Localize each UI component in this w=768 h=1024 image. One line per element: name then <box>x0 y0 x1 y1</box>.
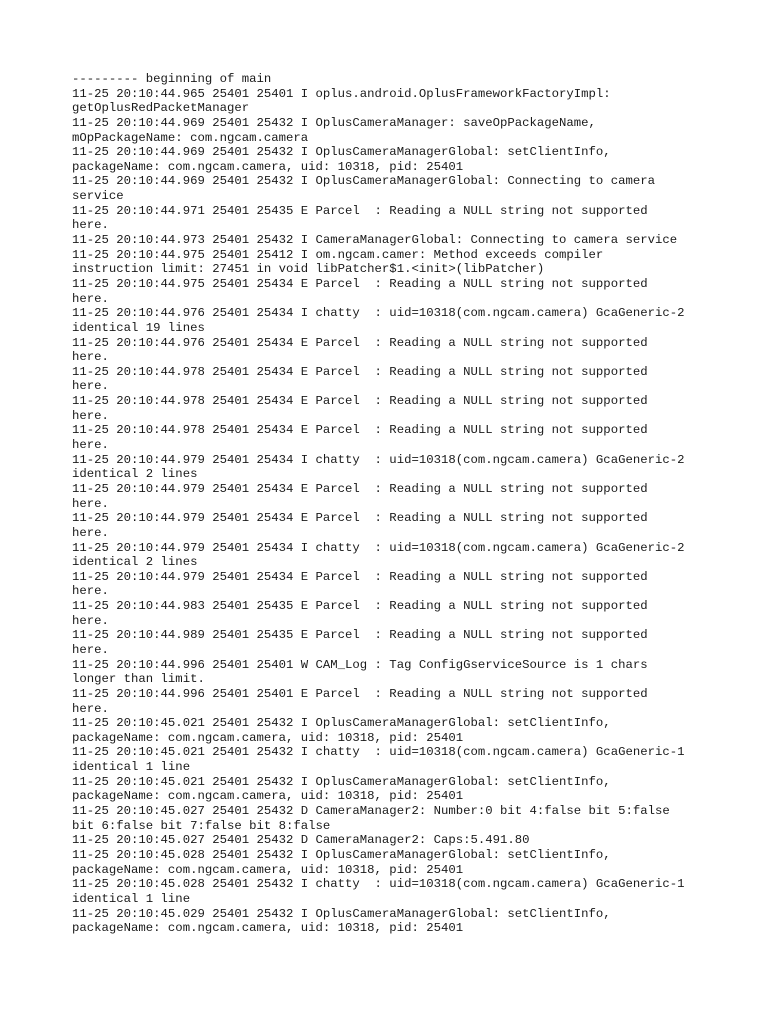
log-line: 11-25 20:10:44.996 25401 25401 E Parcel : Reading a NULL string not supported <box>72 686 648 701</box>
log-line: here. <box>72 496 109 511</box>
log-line: 11-25 20:10:45.028 25401 25432 I chatty : uid=10318(com.ngcam.camera) GcaGeneric-1 <box>72 877 685 892</box>
log-line: here. <box>72 642 109 657</box>
log-line: 11-25 20:10:44.978 25401 25434 E Parcel : Reading a NULL string not supported <box>72 423 648 438</box>
log-line: identical 19 lines <box>72 320 205 335</box>
log-line: 11-25 20:10:44.979 25401 25434 E Parcel : Reading a NULL string not supported <box>72 511 648 526</box>
log-line: packageName: com.ngcam.camera, uid: 10318, pid: 25401 <box>72 730 464 745</box>
log-line: 11-25 20:10:44.973 25401 25432 I CameraManagerGlobal: Connecting to camera service <box>72 233 678 248</box>
log-line: packageName: com.ngcam.camera, uid: 10318, pid: 25401 <box>72 862 464 877</box>
log-line: 11-25 20:10:44.979 25401 25434 I chatty : uid=10318(com.ngcam.camera) GcaGeneric-2 <box>72 452 685 467</box>
log-line: --------- beginning of main <box>72 72 272 86</box>
log-line: here. <box>72 701 109 716</box>
log-line: 11-25 20:10:44.976 25401 25434 I chatty : uid=10318(com.ngcam.camera) GcaGeneric-2 <box>72 306 685 321</box>
log-line: packageName: com.ngcam.camera, uid: 10318, pid: 25401 <box>72 159 464 174</box>
log-line: getOplusRedPacketManager <box>72 101 250 116</box>
log-line: 11-25 20:10:44.996 25401 25401 W CAM_Log : Tag ConfigGserviceSource is 1 chars <box>72 657 648 672</box>
log-line: here. <box>72 525 109 540</box>
log-line: 11-25 20:10:45.027 25401 25432 D CameraManager2: Caps:5.491.80 <box>72 833 530 848</box>
log-line: 11-25 20:10:44.979 25401 25434 I chatty : uid=10318(com.ngcam.camera) GcaGeneric-2 <box>72 540 685 555</box>
log-line: 11-25 20:10:44.975 25401 25434 E Parcel : Reading a NULL string not supported <box>72 276 648 291</box>
log-line: 11-25 20:10:45.021 25401 25432 I OplusCameraManagerGlobal: setClientInfo, <box>72 774 611 789</box>
log-line: 11-25 20:10:44.989 25401 25435 E Parcel : Reading a NULL string not supported <box>72 628 648 643</box>
log-line: 11-25 20:10:44.978 25401 25434 E Parcel : Reading a NULL string not supported <box>72 394 648 409</box>
log-line: identical 1 line <box>72 891 191 906</box>
log-line <box>72 936 722 951</box>
log-line: 11-25 20:10:45.021 25401 25432 I OplusCameraManagerGlobal: setClientInfo, <box>72 716 611 731</box>
log-line: 11-25 20:10:44.975 25401 25412 I om.ngcam.camer: Method exceeds compiler <box>72 247 604 262</box>
log-line: 11-25 20:10:44.979 25401 25434 E Parcel : Reading a NULL string not supported <box>72 569 648 584</box>
log-line: 11-25 20:10:45.021 25401 25432 I chatty : uid=10318(com.ngcam.camera) GcaGeneric-1 <box>72 745 685 760</box>
log-line: 11-25 20:10:45.027 25401 25432 D CameraManager2: Number:0 bit 4:false bit 5:false <box>72 804 670 819</box>
log-line: longer than limit. <box>72 672 205 687</box>
log-line: 11-25 20:10:44.969 25401 25432 I OplusCameraManagerGlobal: setClientInfo, <box>72 145 611 160</box>
log-line: 11-25 20:10:44.969 25401 25432 I OplusCameraManager: saveOpPackageName, <box>72 115 596 130</box>
log-line: 11-25 20:10:44.983 25401 25435 E Parcel : Reading a NULL string not supported <box>72 599 648 614</box>
log-line: 11-25 20:10:45.028 25401 25432 I OplusCameraManagerGlobal: setClientInfo, <box>72 847 611 862</box>
log-line: here. <box>72 438 109 453</box>
log-line: 11-25 20:10:44.971 25401 25435 E Parcel : Reading a NULL string not supported <box>72 203 648 218</box>
log-line: instruction limit: 27451 in void libPatcher$1.<init>(libPatcher) <box>72 262 545 277</box>
log-line: here. <box>72 379 109 394</box>
log-line: identical 1 line <box>72 760 191 775</box>
log-line: 11-25 20:10:44.976 25401 25434 E Parcel : Reading a NULL string not supported <box>72 335 648 350</box>
log-line: here. <box>72 218 109 233</box>
log-line: here. <box>72 350 109 365</box>
log-line: packageName: com.ngcam.camera, uid: 10318, pid: 25401 <box>72 921 464 936</box>
log-line: 11-25 20:10:44.978 25401 25434 E Parcel : Reading a NULL string not supported <box>72 364 648 379</box>
log-line: here. <box>72 584 109 599</box>
log-line: 11-25 20:10:44.969 25401 25432 I OplusCameraManagerGlobal: Connecting to camera <box>72 174 655 189</box>
log-document <box>72 72 722 950</box>
log-line: 11-25 20:10:44.979 25401 25434 E Parcel : Reading a NULL string not supported <box>72 481 648 496</box>
log-line: identical 2 lines <box>72 555 198 570</box>
log-line: service <box>72 189 124 204</box>
log-line: 11-25 20:10:45.029 25401 25432 I OplusCameraManagerGlobal: setClientInfo, <box>72 906 611 921</box>
log-line: packageName: com.ngcam.camera, uid: 10318, pid: 25401 <box>72 789 464 804</box>
log-line: here. <box>72 408 109 423</box>
log-line: bit 6:false bit 7:false bit 8:false <box>72 818 331 833</box>
log-line: mOpPackageName: com.ngcam.camera <box>72 130 309 145</box>
log-line: 11-25 20:10:44.965 25401 25401 I oplus.android.OplusFrameworkFactoryImpl: <box>72 86 611 101</box>
log-line: identical 2 lines <box>72 467 198 482</box>
log-line: here. <box>72 613 109 628</box>
log-line: here. <box>72 291 109 306</box>
